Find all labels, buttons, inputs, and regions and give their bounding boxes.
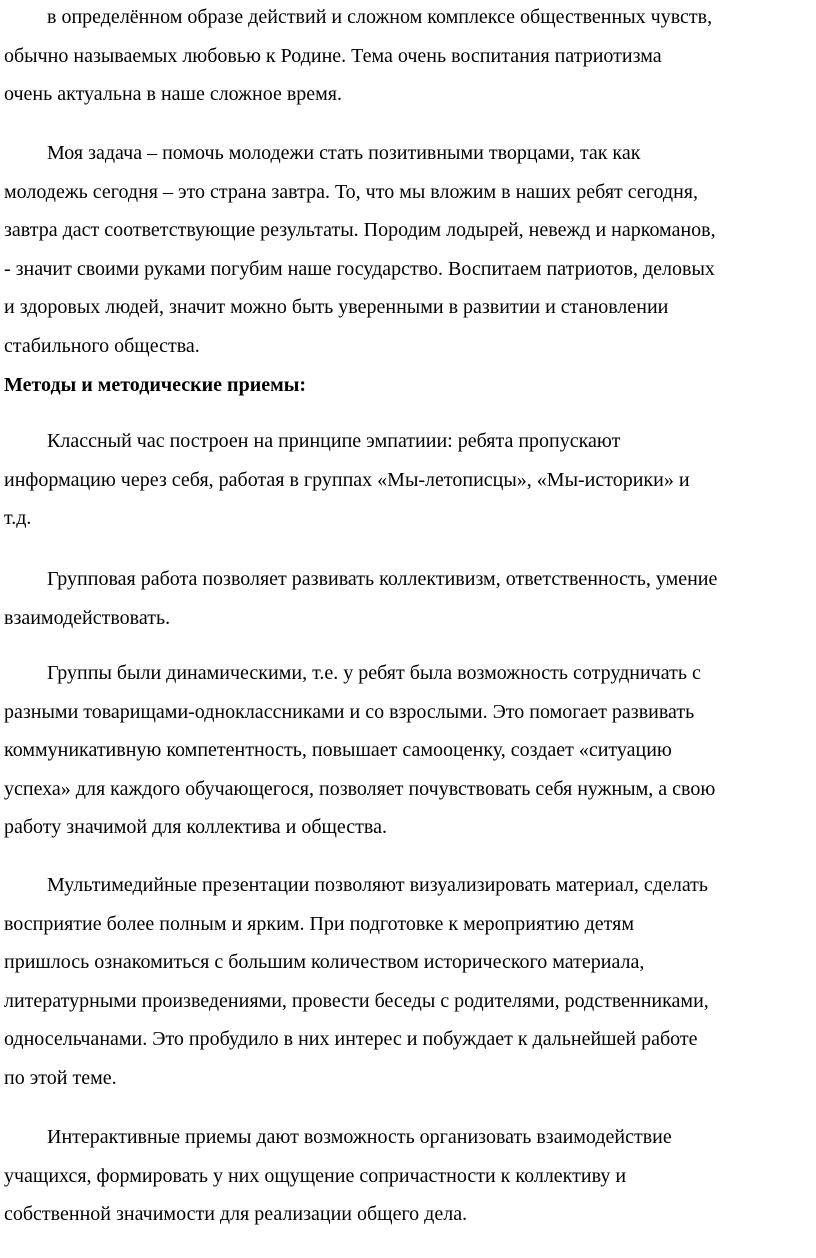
text-line: разными товарищами-одноклассниками и со взрослыми. Это помогает развивать bbox=[4, 700, 695, 723]
text-line: Интерактивные приемы дают возможность организовать взаимодействие bbox=[47, 1126, 672, 1148]
paragraph-interactive bbox=[4, 1118, 810, 1234]
text-line: обычно называемых любовью к Родине. Тема очень воспитания патриотизма bbox=[4, 44, 662, 67]
text-line: Группы были динамическими, т.е. у ребят была возможность сотрудничать с bbox=[47, 662, 701, 684]
paragraph-multimedia bbox=[4, 866, 810, 1097]
paragraph-dynamic-groups bbox=[4, 654, 810, 847]
text-line: т.д. bbox=[4, 507, 32, 529]
text-line: литературными произведениями, провести беседы с родителями, родственниками, bbox=[4, 989, 709, 1012]
text-line: в определённом образе действий и сложном комплексе общественных чувств, bbox=[47, 6, 713, 28]
paragraph-group-work bbox=[4, 560, 810, 637]
text-line: Групповая работа позволяет развивать коллективизм, ответственность, умение bbox=[47, 568, 718, 590]
text-line: Мультимедийные презентации позволяют визуализировать материал, сделать bbox=[47, 874, 709, 896]
text-line: коммуникативную компетентность, повышает самооценку, создает «ситуацию bbox=[4, 739, 672, 761]
text-line: учащихся, формировать у них ощущение сопричастности к коллективу и bbox=[4, 1164, 627, 1187]
text-line: стабильного общества. bbox=[4, 334, 200, 357]
text-line: взаимодействовать. bbox=[4, 606, 171, 629]
text-line: Моя задача – помочь молодежи стать позитивными творцами, так как bbox=[47, 142, 641, 164]
text-line: собственной значимости для реализации общего дела. bbox=[4, 1203, 468, 1225]
text-line: односельчанами. Это пробудило в них интерес и побуждает к дальнейшей работе bbox=[4, 1028, 698, 1050]
text-line: и здоровых людей, значит можно быть уверенными в развитии и становлении bbox=[4, 296, 669, 318]
text-line: очень актуальна в наше сложное время. bbox=[4, 83, 342, 105]
text-line: пришлось ознакомиться с большим количеством исторического материала, bbox=[4, 951, 645, 973]
text-line: работу значимой для коллектива и общества. bbox=[4, 816, 387, 838]
text-line: по этой теме. bbox=[4, 1066, 117, 1089]
text-line: Классный час построен на принципе эмпатиии: ребята пропускают bbox=[47, 430, 621, 452]
section-heading: Методы и методические приемы: bbox=[4, 374, 307, 396]
text-line: молодежь сегодня – это страна завтра. То, что мы вложим в наших ребят сегодня, bbox=[4, 180, 698, 203]
text-line: успеха» для каждого обучающегося, позволяет почувствовать себя нужным, а свою bbox=[4, 777, 716, 800]
text-line: завтра даст соответствующие результаты. Породим лодырей, невежд и наркоманов, bbox=[4, 219, 716, 241]
text-line: информацию через себя, работая в группах «Мы-летописцы», «Мы-историки» и bbox=[4, 468, 690, 491]
text-line: - значит своими руками погубим наше государство. Воспитаем патриотов, деловых bbox=[4, 257, 715, 280]
paragraph-task bbox=[4, 134, 810, 365]
paragraph-empathy bbox=[4, 422, 810, 538]
text-line: восприятие более полным и ярким. При подготовке к мероприятию детям bbox=[4, 912, 634, 935]
paragraph-continuation bbox=[4, 0, 810, 114]
